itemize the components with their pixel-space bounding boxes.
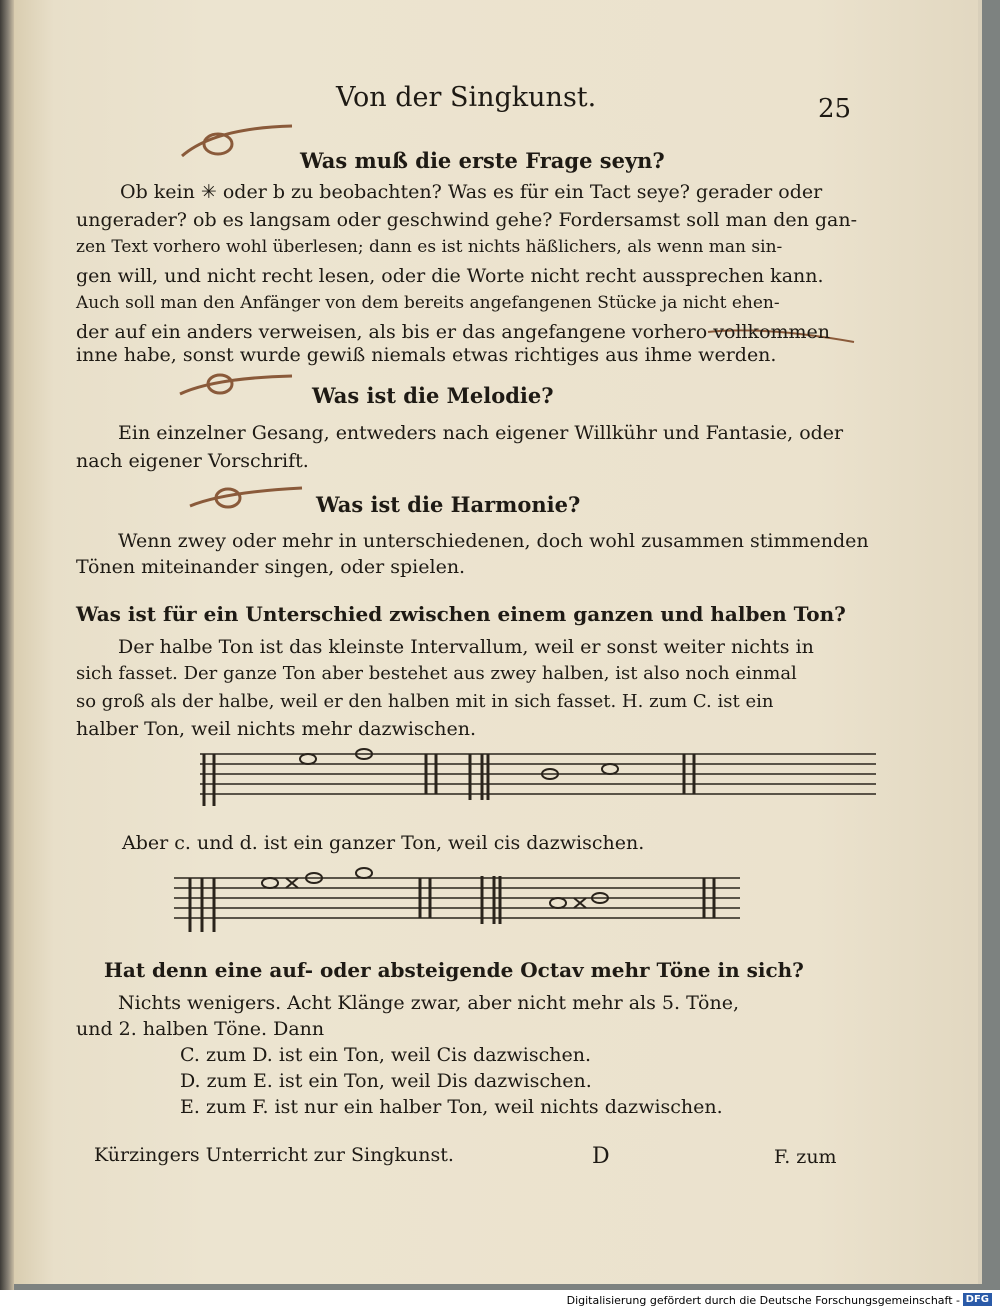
paragraph-1-line-7: inne habe, sonst wurde gewiß niemals etwas richtiges aus ihme werden. [76,344,777,366]
list-item-2: D. zum E. ist ein Ton, weil Dis dazwischen. [180,1070,592,1092]
example-caption: Aber c. und d. ist ein ganzer Ton, weil cis dazwischen. [122,832,645,854]
question-2: Was ist die Melodie? [312,383,554,408]
paragraph-1-line-3: zen Text vorhero wohl überlesen; dann es ist nichts häßlichers, als wenn man sin- [76,237,783,257]
paragraph-3-line-2: Tönen miteinander singen, oder spielen. [76,556,466,578]
paragraph-1-line-2: ungerader? ob es langsam oder geschwind gehe? Fordersamst soll man den gan- [76,209,858,231]
paragraph-3-line-1: Wenn zwey oder mehr in unterschiedenen, doch wohl zusammen stimmenden [118,530,869,552]
paragraph-4-line-4: halber Ton, weil nichts mehr dazwischen. [76,718,477,740]
paragraph-4-line-2: sich fasset. Der ganze Ton aber bestehet aus zwey halben, ist also noch einmal [76,663,797,684]
page-edge [978,0,982,1284]
list-item-1: C. zum D. ist ein Ton, weil Cis dazwischen. [180,1044,592,1066]
paragraph-4-line-1: Der halbe Ton ist das kleinste Intervallum, weil er sonst weiter nichts in [118,636,814,658]
pen-mark-2 [174,364,304,404]
paragraph-1-line-4: gen will, und nicht recht lesen, oder die Worte nicht recht aussprechen kann. [76,265,824,287]
page-title: Von der Singkunst. [336,82,597,113]
question-3: Was ist die Harmonie? [316,492,581,517]
signature-mark: D [592,1144,610,1169]
pen-mark-1 [174,118,304,168]
pen-mark-3 [184,478,314,518]
paragraph-5-line-1: Nichts wenigers. Acht Klänge zwar, aber nicht mehr als 5. Töne, [118,992,739,1014]
dfg-logo: DFG [963,1293,992,1306]
catchword: F. zum [774,1146,837,1168]
question-4: Was ist für ein Unterschied zwischen einem ganzen und halben Ton? [76,602,846,626]
paragraph-4-line-3: so groß als der halbe, weil er den halben mit in sich fasset. H. zum C. ist ein [76,691,774,712]
list-item-3: E. zum F. ist nur ein halber Ton, weil nichts dazwischen. [180,1096,723,1118]
book-spine [0,0,14,1290]
book-page [14,0,982,1284]
music-example-2 [174,866,740,936]
paragraph-1-line-1: Ob kein ✳ oder b zu beobachten? Was es für ein Tact seye? gerader oder [120,181,823,203]
paragraph-1-line-5: Auch soll man den Anfänger von dem bereits angefangenen Stücke ja nicht ehen- [76,293,780,313]
running-footer-title: Kürzingers Unterricht zur Singkunst. [94,1144,454,1166]
paragraph-5-line-2: und 2. halben Töne. Dann [76,1018,325,1040]
paragraph-1-line-6: der auf ein anders verweisen, als bis er das angefangene vorhero vollkommen [76,321,831,343]
credit-text: Digitalisierung gefördert durch die Deutsche Forschungsgemeinschaft - [566,1294,960,1307]
question-5: Hat denn eine auf- oder absteigende Octav mehr Töne in sich? [104,958,804,982]
paragraph-2-line-1: Ein einzelner Gesang, entweders nach eigener Willkühr und Fantasie, oder [118,422,844,444]
question-1: Was muß die erste Frage seyn? [300,148,665,173]
paragraph-2-line-2: nach eigener Vorschrift. [76,450,309,472]
music-example-1 [200,748,876,808]
page-number: 25 [818,94,852,124]
